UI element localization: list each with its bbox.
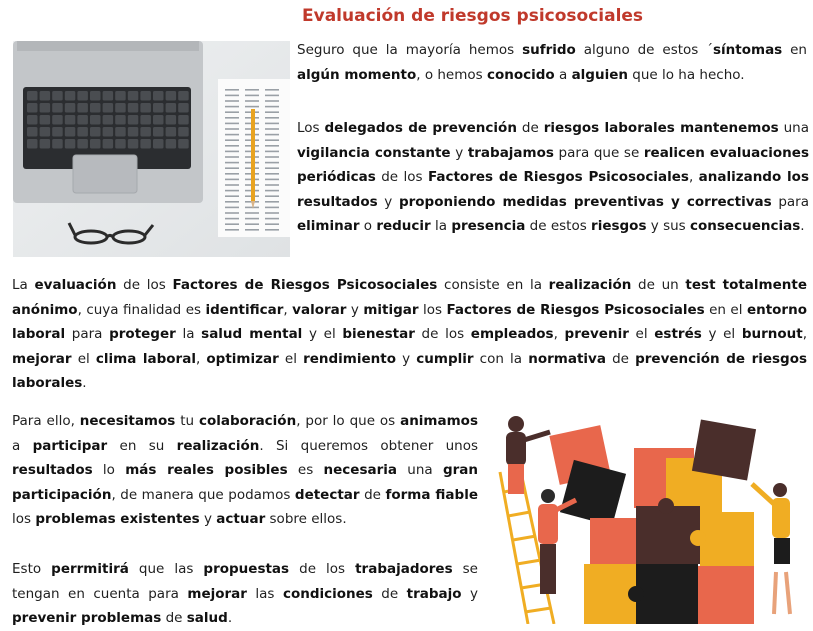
bold-text-run: prevenir problemas (12, 610, 162, 626)
bold-text-run: riesgos laborales mantenemos (543, 120, 779, 136)
bold-text-run: participar (32, 437, 108, 454)
bold-text-run: entorno laboral (12, 301, 807, 342)
text-run: en su (107, 437, 177, 454)
text-run: , o hemos (416, 66, 487, 83)
bold-text-run: problemas existentes (35, 511, 200, 527)
text-run: de (605, 350, 636, 367)
bold-text-run: perrmitirá (51, 561, 129, 577)
text-run: los (418, 301, 447, 318)
bold-text-run: proponiendo medidas preventivas y correctivas (398, 193, 772, 210)
bold-text-run: gran participación (12, 462, 478, 503)
text-run: y (199, 511, 217, 527)
text-run: las (246, 585, 283, 602)
text-run: y (377, 193, 399, 210)
bold-text-run: cumplir (416, 350, 474, 367)
text-run: de (359, 486, 386, 503)
bold-text-run: detectar (294, 486, 360, 503)
evaluation-paragraph (12, 273, 807, 396)
bold-text-run: condiciones (282, 585, 373, 602)
text-run: , por lo que os (296, 413, 401, 429)
bold-text-run: realicen evaluaciones periódicas (297, 144, 809, 185)
text-run: consiste en la (437, 277, 549, 293)
intro-paragraph (297, 38, 807, 87)
bold-text-run: prevenir (564, 326, 629, 342)
bold-text-run: Factores de Riesgos Psicosociales (446, 301, 705, 318)
text-run: tu (175, 413, 199, 429)
bold-text-run: alguien (571, 66, 628, 83)
text-run: de (516, 120, 544, 136)
text-run: y el (701, 326, 742, 342)
bold-text-run: actuar (216, 511, 266, 527)
text-run: . Si queremos obtener unos (259, 437, 478, 454)
text-run: y (450, 144, 468, 161)
text-run: y sus (646, 218, 690, 234)
text-run: lo (92, 462, 126, 478)
text-run: . (82, 375, 87, 391)
bold-text-run: identificar (205, 301, 284, 318)
text-run: , (553, 326, 565, 342)
bold-text-run: más reales posibles (125, 462, 288, 478)
bold-text-run: rendimiento (303, 350, 396, 367)
bold-text-run: propuestas (203, 561, 290, 577)
text-run: para (65, 326, 110, 342)
text-run: a (12, 437, 33, 454)
text-run: alguno de estos ´ (575, 42, 713, 58)
bold-text-run: optimizar (206, 350, 279, 367)
bold-text-run: bienestar (342, 326, 415, 342)
bold-text-run: realización (176, 437, 260, 454)
bold-text-run: prevención de riesgos laborales (12, 350, 808, 391)
bold-text-run: test totalmente anónimo (12, 277, 807, 318)
bold-text-run: evaluación (34, 277, 117, 293)
bold-text-run: clima laboral (95, 350, 196, 367)
text-run: Los (297, 120, 325, 136)
text-run: , (802, 326, 808, 342)
bold-text-run: empleados (470, 326, 554, 342)
text-run: la (175, 326, 202, 342)
proposals-paragraph (12, 557, 478, 631)
bold-text-run: proteger (109, 326, 176, 342)
text-run: de estos (525, 218, 592, 234)
bold-text-run: necesitamos (79, 413, 176, 429)
bold-text-run: animamos (400, 413, 478, 429)
text-run: de (161, 610, 187, 626)
text-run: los (12, 511, 36, 527)
bold-text-run: burnout (741, 326, 803, 342)
bold-text-run: normativa (528, 350, 606, 367)
bold-text-run: forma fiable (385, 486, 478, 503)
text-run: de un (631, 277, 686, 293)
text-run: de los (414, 326, 471, 342)
bold-text-run: síntomas (713, 42, 783, 58)
bold-text-run: Factores de Riesgos Psicosociales (427, 169, 689, 185)
text-run: y (396, 350, 417, 367)
bold-text-run: necesaria (323, 462, 397, 478)
bold-text-run: mitigar (363, 301, 419, 318)
bold-text-run: resultados (12, 462, 93, 478)
text-run: sobre ellos. (265, 511, 347, 527)
bold-text-run: riesgos (591, 218, 647, 234)
text-run: con la (473, 350, 529, 367)
text-run: el (278, 350, 304, 367)
text-run: Esto (12, 561, 52, 577)
bold-text-run: mejorar (187, 585, 247, 602)
text-run: . (227, 610, 233, 626)
text-run: Seguro que la mayoría hemos (297, 42, 523, 58)
text-run: , de manera que podamos (111, 486, 295, 503)
bold-text-run: valorar (292, 301, 347, 318)
text-run: una (778, 120, 809, 136)
text-run: y (461, 585, 479, 602)
bold-text-run: salud (186, 610, 228, 626)
text-run: La (12, 277, 35, 293)
bold-text-run: consecuencias (690, 218, 801, 234)
delegates-paragraph (297, 116, 809, 239)
bold-text-run: trabajo (406, 585, 462, 602)
bold-text-run: presencia (451, 218, 526, 234)
text-run: en el (704, 301, 747, 318)
text-run: que las (128, 561, 204, 577)
puzzle-illustration (494, 388, 810, 624)
text-run: de los (289, 561, 356, 577)
bold-text-run: colaboración (198, 413, 297, 429)
text-run: de los (116, 277, 173, 293)
text-run: en (782, 42, 807, 58)
text-run: y (346, 301, 364, 318)
bold-text-run: sufrido (522, 42, 576, 58)
bold-text-run: mejorar (12, 350, 72, 367)
text-run: de los (375, 169, 428, 185)
bold-text-run: realización (548, 277, 632, 293)
text-run: . (800, 218, 805, 234)
text-run: que lo ha hecho. (627, 66, 745, 83)
text-run: a (554, 66, 572, 83)
bold-text-run: reducir (376, 218, 431, 234)
text-run: , (688, 169, 699, 185)
text-run: para que se (553, 144, 644, 161)
text-run: , (283, 301, 293, 318)
bold-text-run: algún momento (297, 66, 417, 83)
text-run: Para ello, (12, 413, 80, 429)
text-run: la (430, 218, 452, 234)
page-title: Evaluación de riesgos psicosociales (302, 6, 644, 26)
text-run: una (397, 462, 443, 478)
bold-text-run: delegados de prevención (324, 120, 517, 136)
participation-paragraph (12, 409, 478, 532)
laptop-photo (13, 41, 290, 257)
text-run: y el (302, 326, 343, 342)
bold-text-run: salud mental (201, 326, 303, 342)
text-run: o (359, 218, 377, 234)
bold-text-run: estrés (654, 326, 702, 342)
bold-text-run: conocido (486, 66, 555, 83)
bold-text-run: trabajadores (355, 561, 453, 577)
bold-text-run: Factores de Riesgos Psicosociales (172, 277, 438, 293)
bold-text-run: vigilancia constante (297, 144, 451, 161)
text-run: para (771, 193, 809, 210)
text-run: el (71, 350, 96, 367)
text-run: de (372, 585, 407, 602)
bold-text-run: trabajamos (467, 144, 554, 161)
text-run: es (287, 462, 324, 478)
bold-text-run: analizando los resultados (297, 169, 809, 210)
bold-text-run: eliminar (297, 218, 360, 234)
text-run: se tengan en cuenta para (12, 561, 478, 602)
text-run: el (628, 326, 655, 342)
text-run: , cuya finalidad es (77, 301, 206, 318)
text-run: , (195, 350, 207, 367)
